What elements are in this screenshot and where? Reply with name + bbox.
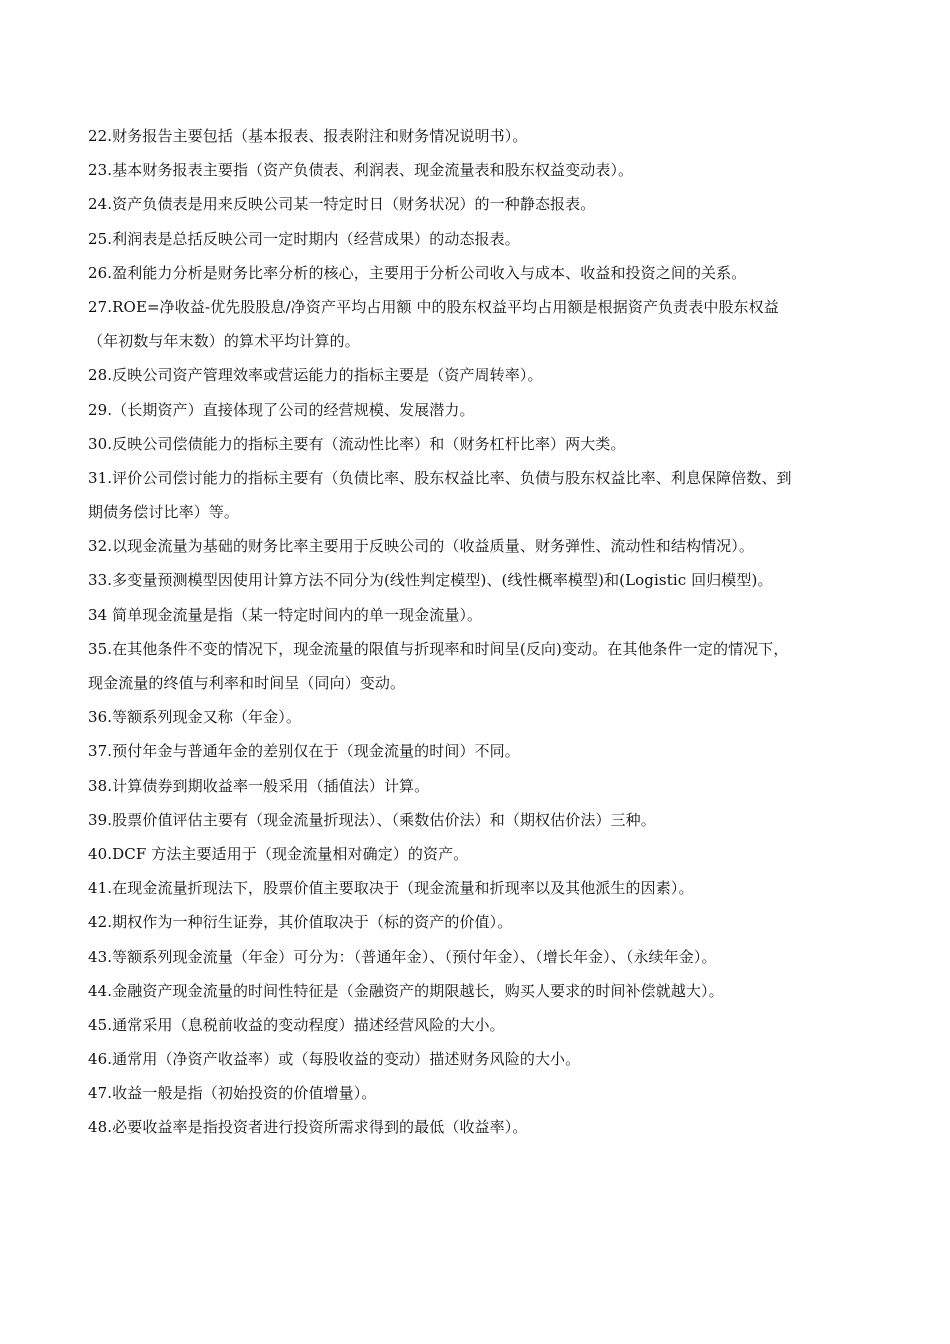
text-line: 28.反映公司资产管理效率或营运能力的指标主要是（资产周转率）。 [88,366,543,385]
text-line: 43.等额系列现金流量（年金）可分为：（普通年金）、（预付年金）、（增长年金）、（永续年金）。 [88,947,717,966]
text-line: 46.通常用（净资产收益率）或（每股收益的变动）描述财务风险的大小。 [88,1050,581,1069]
text-line: 45.通常采用（息税前收益的变动程度）描述经营风险的大小。 [88,1015,505,1034]
text-line: 34 简单现金流量是指（某一特定时间内的单一现金流量）。 [88,605,483,624]
text-line: 41.在现金流量折现法下，股票价值主要取决于（现金流量和折现率以及其他派生的因素）。 [88,879,694,898]
text-line: 期债务偿讨比率）等。 [88,503,240,522]
text-line: 25.利润表是总括反映公司一定时期内（经营成果）的动态报表。 [88,229,520,248]
text-line: 44.金融资产现金流量的时间性特征是（金融资产的期限越长，购买人要求的时间补偿就越大）。 [88,981,724,1000]
text-line: 23.基本财务报表主要指（资产负债表、利润表、现金流量表和股东权益变动表）。 [88,161,634,180]
text-line: 47.收益一般是指（初始投资的价值增量）。 [88,1084,377,1103]
text-line: 48.必要收益率是指投资者进行投资所需求得到的最低（收益率）。 [88,1118,528,1137]
text-line: 39.股票价值评估主要有（现金流量折现法）、（乘数估价法）和（期权估价法）三种。 [88,810,656,829]
document-body [88,119,868,1145]
text-line: 30.反映公司偿债能力的指标主要有（流动性比率）和（财务杠杆比率）两大类。 [88,434,626,453]
text-line: 现金流量的终值与利率和时间呈（同向）变动。 [88,674,406,692]
text-line: 31.评价公司偿讨能力的指标主要有（负债比率、股东权益比率、负债与股东权益比率、利息保障倍数、到 [88,468,792,487]
text-line: 22.财务报告主要包括（基本报表、报表附注和财务情况说明书）。 [88,127,528,145]
text-line: 27.ROE=净收益-优先股股息/净资产平均占用额 中的股东权益平均占用额是根据资产负责表中股东权益 [88,297,779,316]
text-line: （年初数与年末数）的算术平均计算的。 [88,332,360,351]
text-line: 40.DCF 方法主要适用于（现金流量相对确定）的资产。 [88,844,469,863]
text-line: 42.期权作为一种衍生证券，其价值取决于（标的资产的价值）。 [88,913,513,932]
text-line: 29.（长期资产）直接体现了公司的经营规模、发展潜力。 [88,400,475,419]
text-line: 33.多变量预测模型因使用计算方法不同分为(线性判定模型)、(线性概率模型)和(Logistic 回归模型)。 [88,571,773,590]
text-line: 38.计算债券到期收益率一般采用（插值法）计算。 [88,776,430,795]
text-line: 37.预付年金与普通年金的差别仅在于（现金流量的时间）不同。 [88,742,520,761]
text-line: 24.资产负债表是用来反映公司某一特定时日（财务状况）的一种静态报表。 [88,195,596,214]
text-line: 35.在其他条件不变的情况下，现金流量的限值与折现率和时间呈(反向)变动。在其他条件一定的情况下， [88,639,789,658]
text-line: 36.等额系列现金又称（年金）。 [88,708,301,727]
text-line: 26.盈利能力分析是财务比率分析的核心，主要用于分析公司收入与成本、收益和投资之间的关系。 [88,263,747,282]
text-line: 32.以现金流量为基础的财务比率主要用于反映公司的（收益质量、财务弹性、流动性和结构情况）。 [88,537,754,556]
